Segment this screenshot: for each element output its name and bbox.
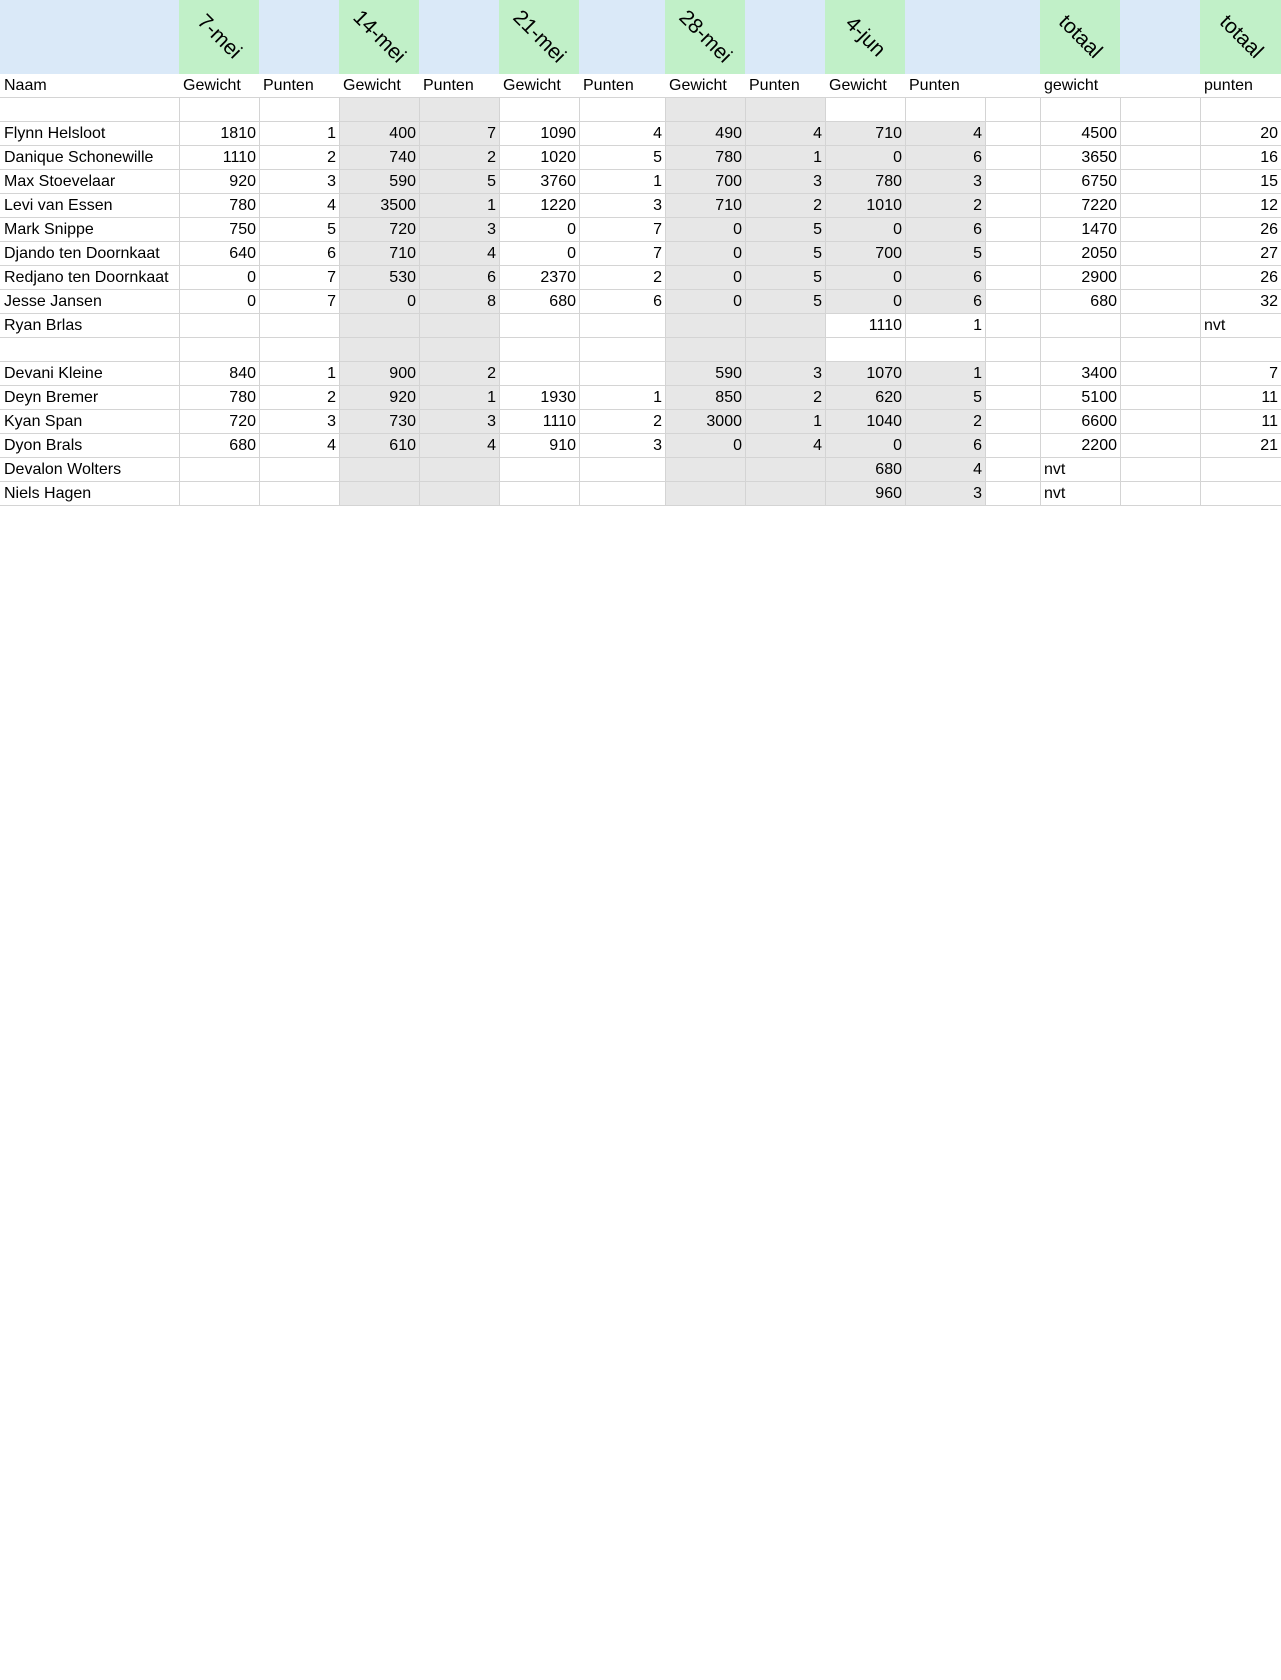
cell-p1[interactable]: 1 xyxy=(327,365,336,382)
cell-p2[interactable]: 6 xyxy=(487,269,496,286)
column-header[interactable]: Punten xyxy=(583,77,634,94)
cell-p2[interactable]: 2 xyxy=(487,149,496,166)
cell-p4[interactable] xyxy=(745,314,825,338)
cell-p1[interactable]: 3 xyxy=(327,413,336,430)
cell-w2[interactable] xyxy=(339,98,419,122)
cell-w1[interactable]: 750 xyxy=(229,221,256,238)
cell-tw[interactable]: nvt xyxy=(1044,485,1066,502)
cell-p2[interactable]: 7 xyxy=(487,125,496,142)
cell-w4[interactable] xyxy=(665,314,745,338)
column-header[interactable]: Gewicht xyxy=(669,77,727,94)
cell-w3[interactable] xyxy=(499,482,579,506)
player-name[interactable]: Danique Schonewille xyxy=(4,149,154,166)
cell-p1[interactable]: 3 xyxy=(327,173,336,190)
cell-p2[interactable]: 3 xyxy=(487,221,496,238)
cell-p2[interactable]: 2 xyxy=(487,365,496,382)
cell-p1[interactable]: 6 xyxy=(327,245,336,262)
cell-p3[interactable] xyxy=(579,338,665,362)
column-header[interactable]: Gewicht xyxy=(829,77,887,94)
player-name[interactable]: Niels Hagen xyxy=(4,485,92,502)
cell-w5[interactable]: 0 xyxy=(893,221,902,238)
cell-w2[interactable]: 920 xyxy=(389,389,416,406)
cell-w4[interactable]: 490 xyxy=(715,125,742,142)
cell-p2[interactable]: 5 xyxy=(487,173,496,190)
cell-w4[interactable]: 700 xyxy=(715,173,742,190)
cell-p3[interactable]: 7 xyxy=(653,245,662,262)
cell-w5[interactable] xyxy=(825,98,905,122)
cell-w1[interactable]: 720 xyxy=(229,413,256,430)
cell-p1[interactable]: 2 xyxy=(327,389,336,406)
player-name[interactable] xyxy=(0,338,179,362)
cell-w5[interactable]: 1040 xyxy=(866,413,902,430)
cell-p4[interactable]: 3 xyxy=(813,173,822,190)
cell-w4[interactable]: 850 xyxy=(715,389,742,406)
cell-tp[interactable]: 27 xyxy=(1260,245,1278,262)
cell-tp[interactable] xyxy=(1200,458,1281,482)
date-label: 7-mei xyxy=(192,9,247,64)
player-name[interactable]: Deyn Bremer xyxy=(4,389,99,406)
player-name[interactable]: Flynn Helsloot xyxy=(4,125,106,142)
cell-p3[interactable]: 4 xyxy=(653,125,662,142)
cell-tw[interactable]: 680 xyxy=(1090,293,1117,310)
cell-p5[interactable] xyxy=(905,98,985,122)
cell-tp[interactable] xyxy=(1200,98,1281,122)
cell-w1[interactable]: 0 xyxy=(247,293,256,310)
cell-w1[interactable] xyxy=(179,314,259,338)
cell-tp[interactable]: 15 xyxy=(1260,173,1278,190)
cell-w3[interactable]: 1110 xyxy=(542,413,576,430)
cell-w1[interactable] xyxy=(179,482,259,506)
gridline-vertical xyxy=(1120,98,1121,506)
cell-w5[interactable]: 700 xyxy=(875,245,902,262)
cell-w5[interactable]: 680 xyxy=(875,461,902,478)
cell-tw[interactable]: 6600 xyxy=(1081,413,1117,430)
cell-w4[interactable]: 710 xyxy=(715,197,742,214)
total-weight-header[interactable] xyxy=(1040,0,1120,74)
cell-w1[interactable] xyxy=(179,338,259,362)
column-header[interactable]: Gewicht xyxy=(183,77,241,94)
cell-w5[interactable]: 1010 xyxy=(866,197,902,214)
cell-p5[interactable]: 1 xyxy=(973,365,982,382)
cell-p2[interactable]: 1 xyxy=(487,389,496,406)
cell-p1[interactable]: 4 xyxy=(327,197,336,214)
column-header[interactable]: Punten xyxy=(909,77,960,94)
cell-p1[interactable] xyxy=(259,98,339,122)
cell-tp[interactable]: nvt xyxy=(1204,317,1226,334)
cell-w2[interactable]: 610 xyxy=(389,437,416,454)
cell-p4[interactable]: 4 xyxy=(813,437,822,454)
cell-w1[interactable]: 780 xyxy=(229,389,256,406)
cell-tp[interactable]: 7 xyxy=(1269,365,1278,382)
cell-p4[interactable]: 2 xyxy=(813,389,822,406)
cell-w1[interactable]: 1810 xyxy=(220,125,256,142)
date-label: 28-mei xyxy=(674,5,737,68)
cell-w5[interactable]: 1110 xyxy=(868,317,902,334)
cell-p4[interactable]: 5 xyxy=(813,293,822,310)
cell-p5[interactable]: 6 xyxy=(973,293,982,310)
cell-p4[interactable] xyxy=(745,458,825,482)
cell-p2[interactable]: 4 xyxy=(487,245,496,262)
cell-w2[interactable]: 720 xyxy=(389,221,416,238)
cell-w4[interactable]: 590 xyxy=(715,365,742,382)
cell-p5[interactable]: 3 xyxy=(973,173,982,190)
player-name[interactable]: Max Stoevelaar xyxy=(4,173,116,190)
date-label: 4-jun xyxy=(840,12,890,62)
cell-w2[interactable]: 740 xyxy=(389,149,416,166)
cell-w3[interactable]: 3760 xyxy=(540,173,576,190)
cell-tw[interactable] xyxy=(1040,98,1120,122)
column-header[interactable]: Gewicht xyxy=(343,77,401,94)
cell-p4[interactable]: 5 xyxy=(813,245,822,262)
cell-p5[interactable]: 2 xyxy=(973,197,982,214)
cell-w3[interactable] xyxy=(499,314,579,338)
cell-p5[interactable]: 6 xyxy=(973,149,982,166)
cell-tw[interactable]: 6750 xyxy=(1081,173,1117,190)
cell-tp[interactable]: 26 xyxy=(1260,221,1278,238)
cell-w5[interactable]: 620 xyxy=(875,389,902,406)
cell-p5[interactable] xyxy=(905,338,985,362)
cell-tp[interactable]: 12 xyxy=(1260,197,1278,214)
cell-p3[interactable] xyxy=(579,482,665,506)
date-header-2[interactable] xyxy=(339,0,419,74)
cell-p4[interactable]: 5 xyxy=(813,269,822,286)
cell-w1[interactable]: 640 xyxy=(229,245,256,262)
cell-p4[interactable]: 5 xyxy=(813,221,822,238)
cell-p3[interactable]: 3 xyxy=(653,197,662,214)
cell-p4[interactable] xyxy=(745,98,825,122)
cell-w4[interactable]: 0 xyxy=(733,221,742,238)
cell-p1[interactable]: 5 xyxy=(327,221,336,238)
cell-w2[interactable]: 710 xyxy=(389,245,416,262)
cell-p3[interactable] xyxy=(579,362,665,386)
cell-w3[interactable]: 1220 xyxy=(540,197,576,214)
cell-w5[interactable]: 960 xyxy=(875,485,902,502)
column-header[interactable]: Punten xyxy=(749,77,800,94)
cell-p1[interactable]: 7 xyxy=(327,269,336,286)
column-header[interactable]: Gewicht xyxy=(503,77,561,94)
cell-p5[interactable]: 2 xyxy=(973,413,982,430)
cell-w2[interactable] xyxy=(339,338,419,362)
cell-p5[interactable]: 6 xyxy=(973,221,982,238)
cell-p2[interactable] xyxy=(419,458,499,482)
cell-tw[interactable]: 7220 xyxy=(1081,197,1117,214)
cell-w5[interactable]: 710 xyxy=(875,125,902,142)
cell-p4[interactable]: 2 xyxy=(813,197,822,214)
cell-p3[interactable]: 3 xyxy=(653,437,662,454)
player-name[interactable]: Ryan Brlas xyxy=(4,317,83,334)
player-name[interactable]: Levi van Essen xyxy=(4,197,113,214)
cell-w5[interactable]: 0 xyxy=(893,269,902,286)
cell-p2[interactable] xyxy=(419,338,499,362)
cell-p2[interactable]: 1 xyxy=(487,197,496,214)
cell-w2[interactable] xyxy=(339,314,419,338)
date-header-3[interactable] xyxy=(499,0,579,74)
cell-tw[interactable]: 3400 xyxy=(1081,365,1117,382)
cell-tp[interactable]: 16 xyxy=(1260,149,1278,166)
cell-tw[interactable]: 1470 xyxy=(1081,221,1117,238)
cell-p2[interactable]: 3 xyxy=(487,413,496,430)
cell-p1[interactable] xyxy=(259,314,339,338)
cell-w4[interactable]: 780 xyxy=(715,149,742,166)
cell-tp[interactable]: 11 xyxy=(1261,413,1278,430)
cell-w4[interactable]: 3000 xyxy=(706,413,742,430)
cell-w4[interactable]: 0 xyxy=(733,269,742,286)
cell-w2[interactable]: 530 xyxy=(389,269,416,286)
cell-w3[interactable] xyxy=(499,338,579,362)
cell-w1[interactable]: 0 xyxy=(247,269,256,286)
cell-p5[interactable]: 3 xyxy=(973,485,982,502)
cell-tp[interactable] xyxy=(1200,338,1281,362)
cell-p1[interactable]: 4 xyxy=(327,437,336,454)
cell-w2[interactable]: 590 xyxy=(389,173,416,190)
cell-p4[interactable]: 1 xyxy=(813,149,822,166)
cell-p2[interactable] xyxy=(419,482,499,506)
column-header[interactable]: punten xyxy=(1204,77,1253,94)
cell-w1[interactable]: 780 xyxy=(229,197,256,214)
cell-p3[interactable]: 2 xyxy=(653,413,662,430)
cell-p2[interactable]: 8 xyxy=(487,293,496,310)
column-header[interactable]: Punten xyxy=(263,77,314,94)
cell-p2[interactable] xyxy=(419,314,499,338)
cell-w1[interactable] xyxy=(179,458,259,482)
player-name[interactable] xyxy=(0,98,179,122)
cell-tw[interactable]: nvt xyxy=(1044,461,1066,478)
cell-tw[interactable]: 3650 xyxy=(1081,149,1117,166)
date-label: 14-mei xyxy=(348,5,411,68)
cell-p5[interactable]: 5 xyxy=(973,389,982,406)
cell-w2[interactable]: 0 xyxy=(407,293,416,310)
player-name[interactable]: Devani Kleine xyxy=(4,365,103,382)
cell-w1[interactable]: 840 xyxy=(229,365,256,382)
cell-tw[interactable]: 2900 xyxy=(1081,269,1117,286)
cell-w1[interactable] xyxy=(179,98,259,122)
cell-p1[interactable] xyxy=(259,482,339,506)
cell-w5[interactable]: 0 xyxy=(893,293,902,310)
cell-p3[interactable]: 6 xyxy=(653,293,662,310)
cell-w3[interactable]: 680 xyxy=(549,293,576,310)
cell-w2[interactable]: 400 xyxy=(389,125,416,142)
player-name[interactable]: Kyan Span xyxy=(4,413,83,430)
player-name[interactable]: Dyon Brals xyxy=(4,437,83,454)
cell-tw[interactable]: 2050 xyxy=(1081,245,1117,262)
cell-w3[interactable]: 0 xyxy=(567,221,576,238)
cell-p3[interactable]: 5 xyxy=(653,149,662,166)
column-header[interactable]: Punten xyxy=(423,77,474,94)
player-name[interactable]: Mark Snippe xyxy=(4,221,94,238)
cell-w2[interactable] xyxy=(339,482,419,506)
column-header[interactable]: Naam xyxy=(4,77,47,94)
date-header-1[interactable] xyxy=(179,0,259,74)
player-name[interactable]: Devalon Wolters xyxy=(4,461,122,478)
total-points-header[interactable] xyxy=(1200,0,1281,74)
column-header[interactable]: gewicht xyxy=(1044,77,1099,94)
cell-p1[interactable] xyxy=(259,338,339,362)
player-name[interactable]: Jesse Jansen xyxy=(4,293,102,310)
cell-tp[interactable]: 26 xyxy=(1260,269,1278,286)
cell-w3[interactable]: 1090 xyxy=(540,125,576,142)
cell-w3[interactable]: 0 xyxy=(567,245,576,262)
cell-w4[interactable]: 0 xyxy=(733,293,742,310)
cell-w4[interactable] xyxy=(665,98,745,122)
cell-w2[interactable]: 730 xyxy=(389,413,416,430)
cell-p3[interactable] xyxy=(579,98,665,122)
cell-w3[interactable]: 1930 xyxy=(540,389,576,406)
gridline-vertical xyxy=(985,98,986,506)
cell-w5[interactable]: 780 xyxy=(875,173,902,190)
cell-p3[interactable]: 2 xyxy=(653,269,662,286)
cell-tp[interactable]: 20 xyxy=(1260,125,1278,142)
cell-w1[interactable]: 680 xyxy=(229,437,256,454)
cell-p4[interactable] xyxy=(745,482,825,506)
cell-p5[interactable]: 4 xyxy=(973,125,982,142)
cell-w4[interactable]: 0 xyxy=(733,437,742,454)
cell-w1[interactable]: 1110 xyxy=(222,149,256,166)
cell-p3[interactable]: 1 xyxy=(653,173,662,190)
cell-p5[interactable]: 6 xyxy=(973,437,982,454)
spreadsheet xyxy=(0,0,1281,507)
cell-w4[interactable] xyxy=(665,338,745,362)
cell-p4[interactable] xyxy=(745,338,825,362)
cell-w5[interactable]: 1070 xyxy=(866,365,902,382)
cell-p1[interactable] xyxy=(259,458,339,482)
date-label: 21-mei xyxy=(508,5,571,68)
totals-label: totaal xyxy=(1214,10,1268,63)
player-name[interactable]: Redjano ten Doornkaat xyxy=(4,269,169,286)
cell-p4[interactable]: 3 xyxy=(813,365,822,382)
cell-w2[interactable] xyxy=(339,458,419,482)
cell-p3[interactable]: 7 xyxy=(653,221,662,238)
cell-p5[interactable]: 6 xyxy=(973,269,982,286)
cell-p5[interactable]: 5 xyxy=(973,245,982,262)
cell-p1[interactable]: 1 xyxy=(327,125,336,142)
cell-tp[interactable]: 32 xyxy=(1260,293,1278,310)
cell-p3[interactable] xyxy=(579,314,665,338)
cell-w3[interactable] xyxy=(499,98,579,122)
cell-w3[interactable] xyxy=(499,458,579,482)
cell-w5[interactable]: 0 xyxy=(893,149,902,166)
cell-tp[interactable] xyxy=(1200,482,1281,506)
cell-w5[interactable] xyxy=(825,338,905,362)
cell-tw[interactable]: 2200 xyxy=(1081,437,1117,454)
totals-label: totaal xyxy=(1054,10,1107,63)
cell-p3[interactable] xyxy=(579,458,665,482)
cell-w3[interactable]: 910 xyxy=(549,437,576,454)
cell-p2[interactable]: 4 xyxy=(487,437,496,454)
cell-w5[interactable]: 0 xyxy=(893,437,902,454)
cell-p3[interactable]: 1 xyxy=(653,389,662,406)
cell-p2[interactable] xyxy=(419,98,499,122)
cell-w1[interactable]: 920 xyxy=(229,173,256,190)
cell-w2[interactable]: 900 xyxy=(389,365,416,382)
cell-w3[interactable]: 2370 xyxy=(540,269,576,286)
cell-p5[interactable]: 4 xyxy=(973,461,982,478)
cell-tw[interactable] xyxy=(1040,338,1120,362)
cell-tp[interactable]: 21 xyxy=(1260,437,1278,454)
cell-tp[interactable]: 11 xyxy=(1261,389,1278,406)
cell-w4[interactable] xyxy=(665,482,745,506)
cell-tw[interactable] xyxy=(1040,314,1120,338)
cell-p1[interactable]: 7 xyxy=(327,293,336,310)
date-header-5[interactable] xyxy=(825,0,905,74)
cell-p1[interactable]: 2 xyxy=(327,149,336,166)
cell-tw[interactable]: 5100 xyxy=(1081,389,1117,406)
player-name[interactable]: Djando ten Doornkaat xyxy=(4,245,160,262)
cell-tw[interactable]: 4500 xyxy=(1081,125,1117,142)
cell-w3[interactable] xyxy=(499,362,579,386)
cell-p4[interactable]: 1 xyxy=(813,413,822,430)
cell-w2[interactable]: 3500 xyxy=(380,197,416,214)
date-header-4[interactable] xyxy=(665,0,745,74)
cell-w4[interactable] xyxy=(665,458,745,482)
cell-p5[interactable]: 1 xyxy=(973,317,982,334)
cell-w4[interactable]: 0 xyxy=(733,245,742,262)
cell-w3[interactable]: 1020 xyxy=(540,149,576,166)
cell-p4[interactable]: 4 xyxy=(813,125,822,142)
